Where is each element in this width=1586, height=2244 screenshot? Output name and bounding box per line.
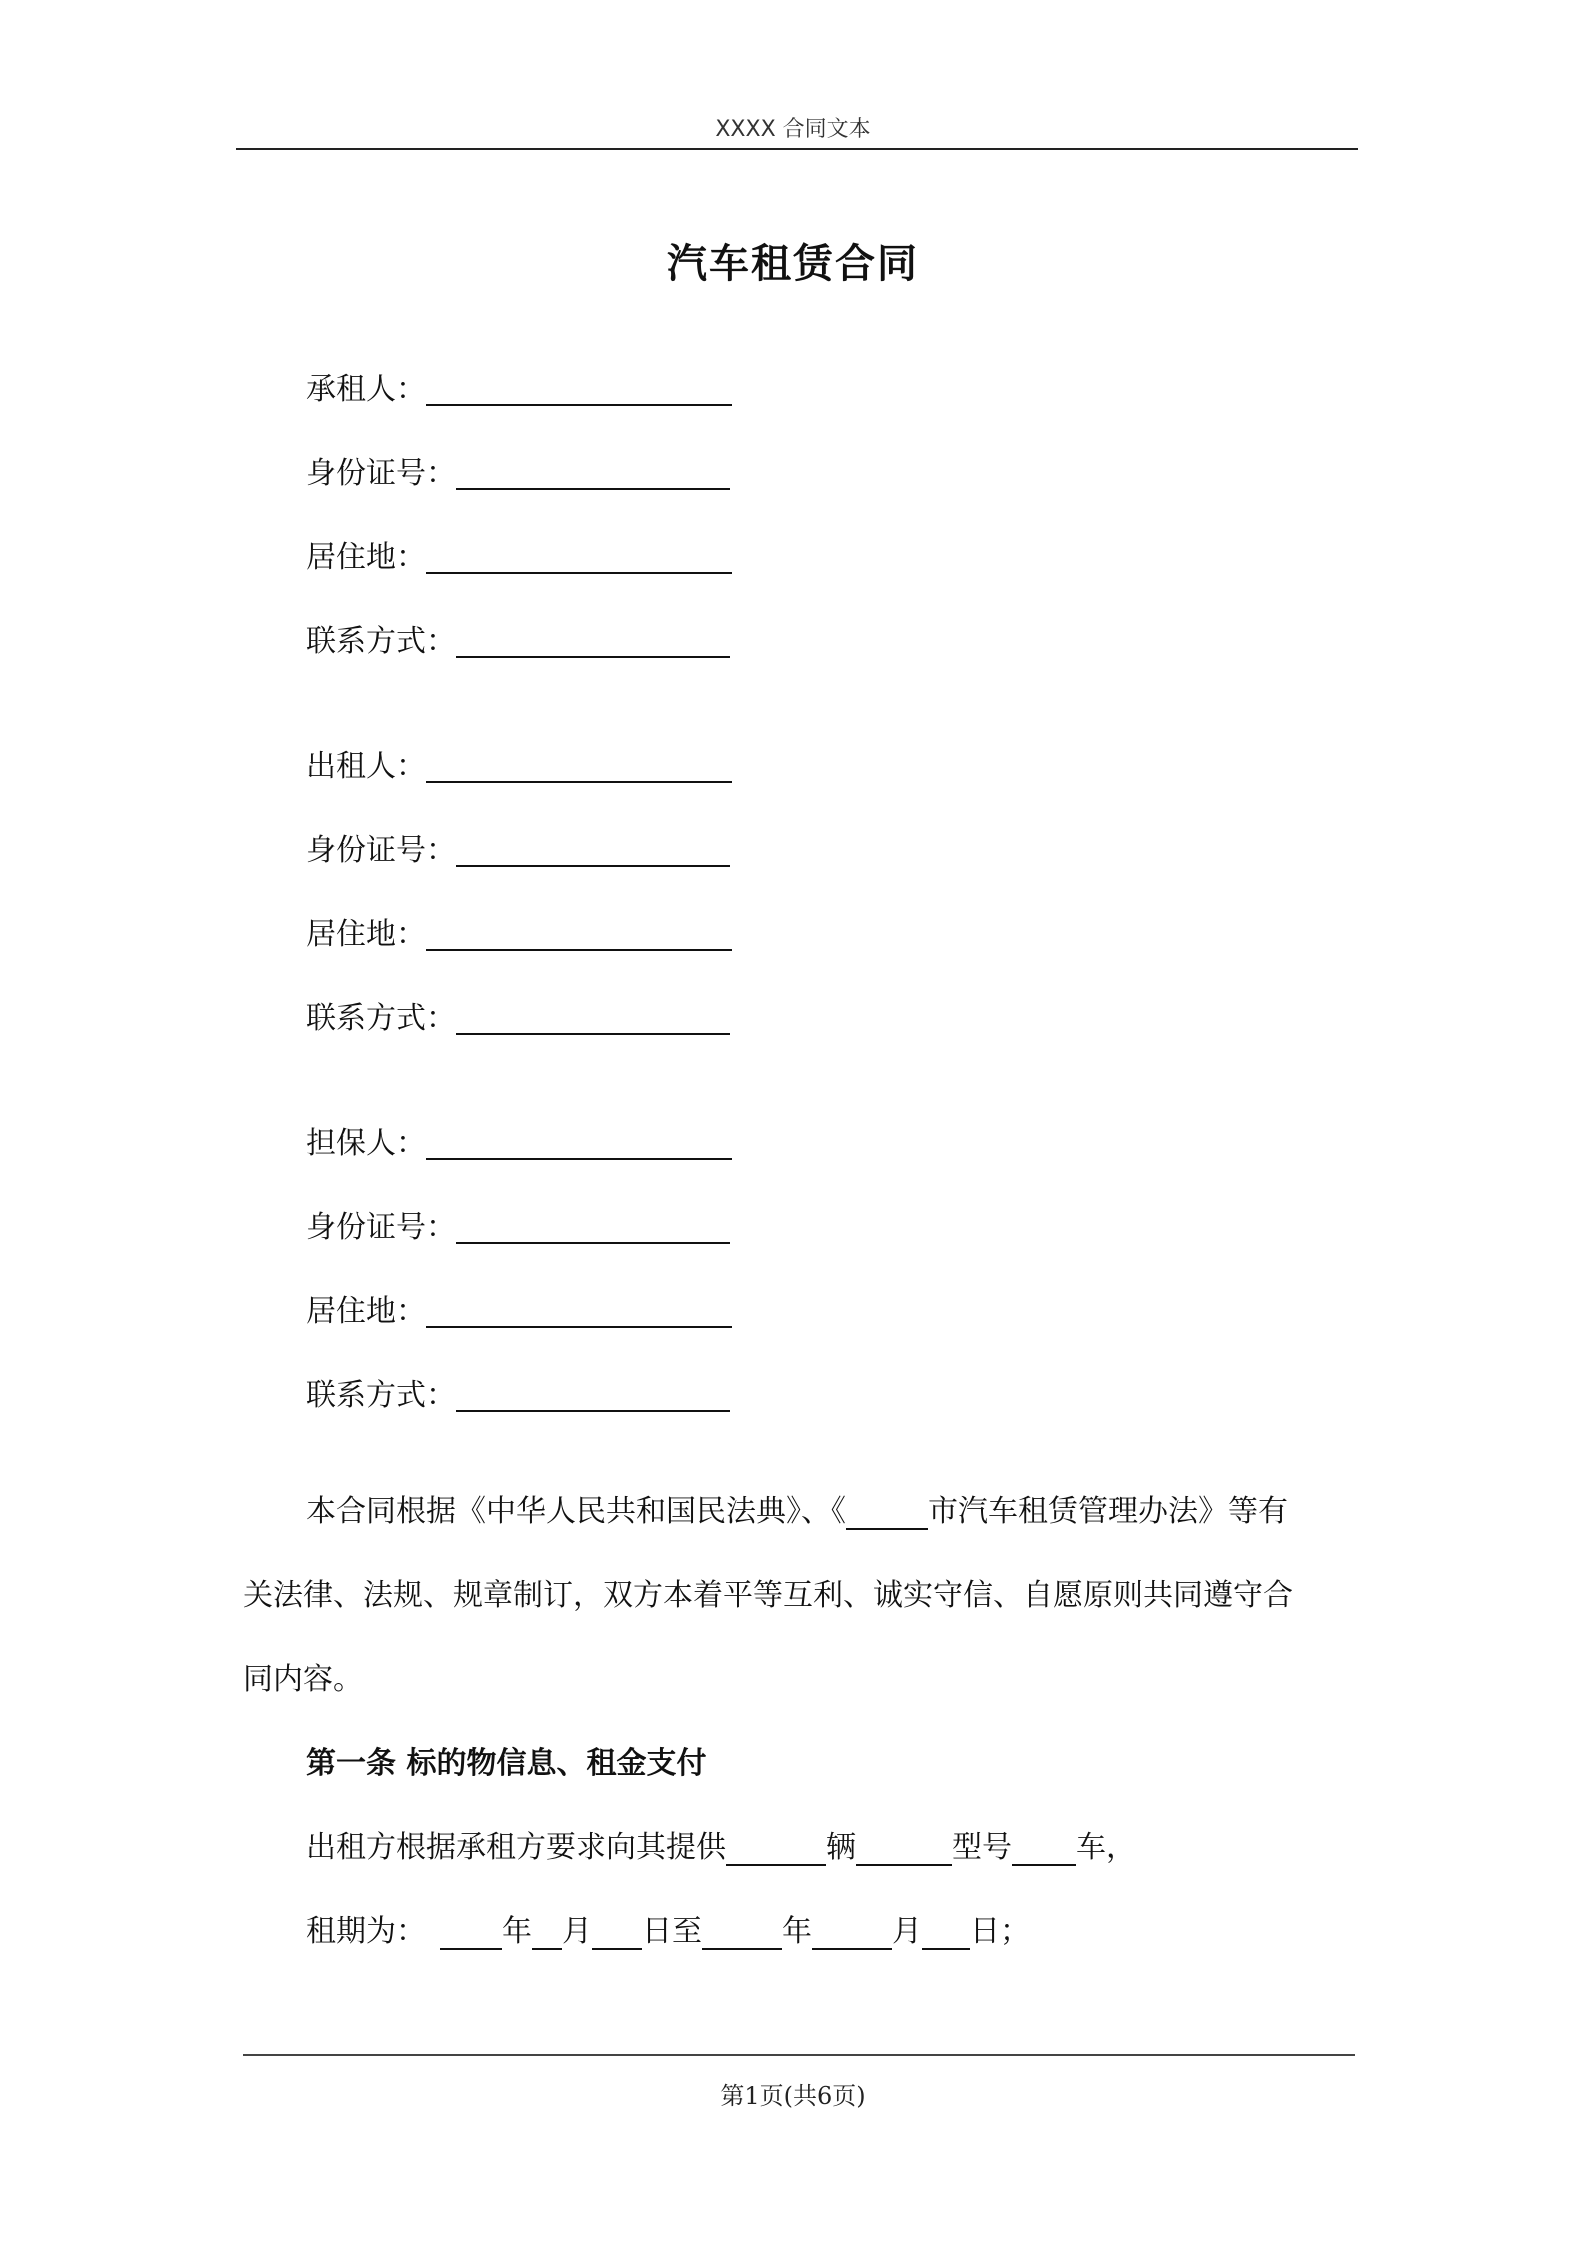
model-blank <box>856 1830 952 1866</box>
blank-line <box>456 825 730 867</box>
start-day-blank <box>592 1914 642 1950</box>
term-text: 日； <box>970 1914 1030 1949</box>
end-month-blank <box>812 1914 892 1950</box>
term-text: 日至 <box>642 1914 702 1949</box>
lessee-address-field <box>306 528 732 578</box>
blank-line <box>456 448 730 490</box>
field-label: 身份证号： <box>306 833 456 868</box>
term-text: 年 <box>782 1914 812 1949</box>
lessee-name-field <box>306 360 732 410</box>
field-label: 联系方式： <box>306 1378 456 1413</box>
footer-rule <box>243 2054 1355 2056</box>
lessor-id-field <box>306 821 730 871</box>
blank-line <box>426 1286 732 1328</box>
blank-line <box>456 993 730 1035</box>
blank-line <box>456 1202 730 1244</box>
field-label: 居住地： <box>306 917 426 952</box>
header-rule <box>236 148 1358 150</box>
vehicle-type-blank <box>1012 1830 1076 1866</box>
lessor-contact-field <box>306 989 730 1039</box>
intro-line-2: 关法律、法规、规章制订，双方本着平等互利、诚实守信、自愿原则共同遵守合 <box>243 1578 1293 1613</box>
blank-line <box>426 364 732 406</box>
vehicle-provision-line <box>306 1828 1136 1868</box>
document-title: 汽车租赁合同 <box>667 241 919 287</box>
term-text: 月 <box>892 1914 922 1949</box>
field-label: 联系方式： <box>306 1001 456 1036</box>
term-label: 租期为： <box>306 1914 426 1949</box>
quantity-blank <box>726 1830 826 1866</box>
blank-line <box>426 1118 732 1160</box>
guarantor-name-field <box>306 1114 732 1164</box>
blank-line <box>426 532 732 574</box>
start-month-blank <box>532 1914 562 1950</box>
lessor-address-field <box>306 905 732 955</box>
blank-line <box>456 616 730 658</box>
guarantor-id-field <box>306 1198 730 1248</box>
city-blank <box>846 1494 928 1530</box>
guarantor-address-field <box>306 1282 732 1332</box>
lease-term-line <box>306 1912 1030 1952</box>
provision-text: 型号 <box>952 1830 1012 1865</box>
lessee-contact-field <box>306 612 730 662</box>
article-1-heading: 第一条 标的物信息、租金支付 <box>306 1746 707 1781</box>
intro-text: 市汽车租赁管理办法》等有 <box>928 1494 1288 1529</box>
provision-text: 车， <box>1076 1830 1136 1865</box>
blank-line <box>426 909 732 951</box>
running-header: XXXX 合同文本 <box>715 117 871 142</box>
intro-text: 本合同根据《中华人民共和国民法典》、《 <box>306 1494 846 1529</box>
page-number: 第1页(共6页) <box>720 2082 866 2110</box>
field-label: 身份证号： <box>306 1210 456 1245</box>
blank-line <box>456 1370 730 1412</box>
intro-line-3: 同内容。 <box>243 1662 363 1697</box>
blank-line <box>426 741 732 783</box>
field-label: 联系方式： <box>306 624 456 659</box>
end-day-blank <box>922 1914 970 1950</box>
start-year-blank <box>440 1914 502 1950</box>
field-label: 居住地： <box>306 1294 426 1329</box>
provision-text: 出租方根据承租方要求向其提供 <box>306 1830 726 1865</box>
lessee-id-field <box>306 444 730 494</box>
field-label: 出租人： <box>306 749 426 784</box>
field-label: 承租人： <box>306 372 426 407</box>
field-label: 担保人： <box>306 1126 426 1161</box>
term-text: 月 <box>562 1914 592 1949</box>
lessor-name-field <box>306 737 732 787</box>
field-label: 居住地： <box>306 540 426 575</box>
guarantor-contact-field <box>306 1366 730 1416</box>
end-year-blank <box>702 1914 782 1950</box>
term-text: 年 <box>502 1914 532 1949</box>
intro-line-1 <box>306 1492 1288 1532</box>
field-label: 身份证号： <box>306 456 456 491</box>
provision-text: 辆 <box>826 1830 856 1865</box>
